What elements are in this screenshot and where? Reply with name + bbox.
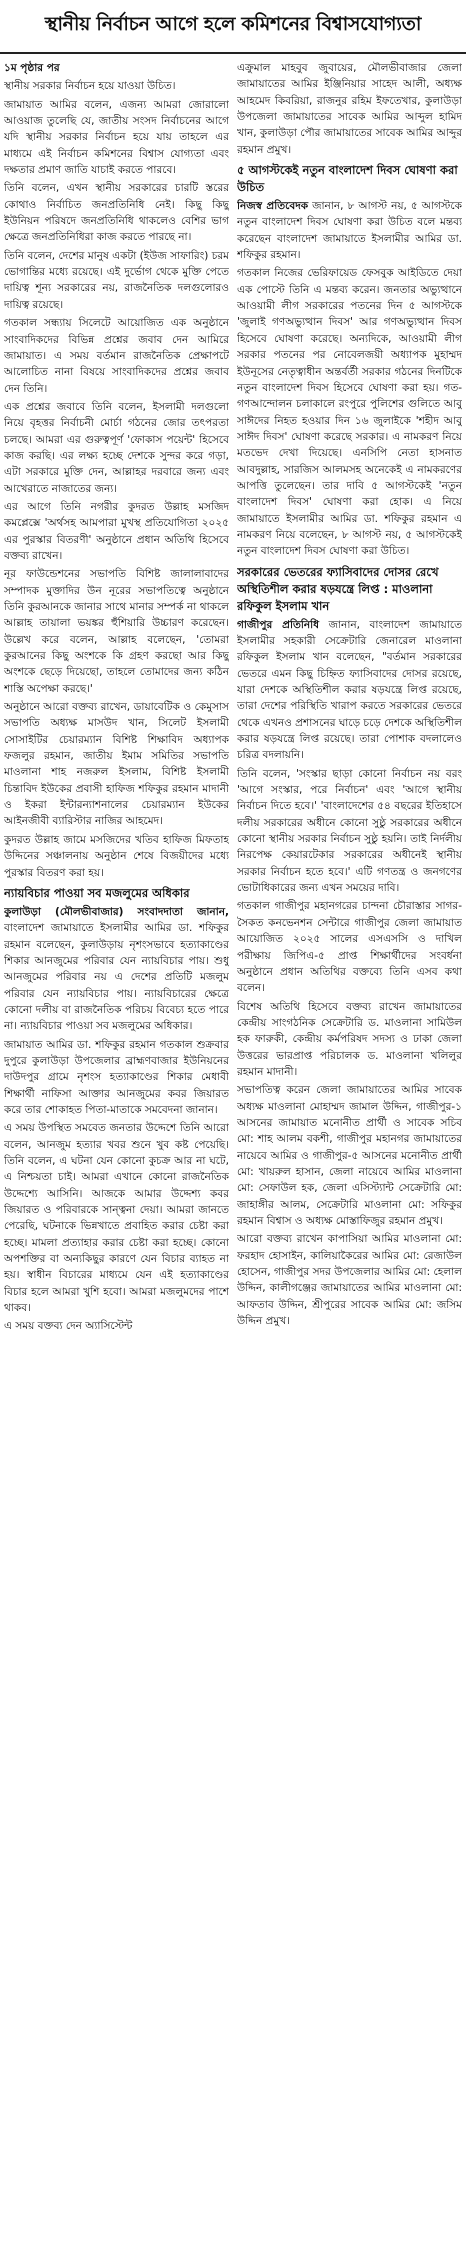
jump-label: ১ম পৃষ্ঠার পর <box>4 62 60 74</box>
article-paragraph: এ সময় উপস্থিত সমবেত জনতার উদ্দেশে তিনি আরো বলেন, আনজুম হত্যার খবর শুনে খুব কষ্ট পেয়েছি। তিনি বলেন, এ ঘটনা যেন কোনো কুচক্র আর না ঘটে, এ নিশ্চয়তা চাই। আমরা এখানে কোনো রাজনৈতিক উদ্দেশ্যে আসিনি। আজকে আমার উদ্দেশ্য কবর জিয়ারত ও পরিবারকে সান্ত্বনা দেয়া। আমরা জানতে পেরেছি, ঘটনাকে ভিন্নখাতে প্রবাহিত করার চেষ্টা করা হচ্ছে। মামলা প্রত্যাহার করার চেষ্টা করা হচ্ছে। কোনো অপশক্তির বা অন্যকিছুর কারণে যেন বিচার ব্যাহত না হয়। স্বাধীন বিচারের মাধ্যমে যেন এই হত্যাকাণ্ডের বিচার হলে আমরা খুশি হবো। আমরা মজলুমদের পাশে থাকব। <box>4 1122 229 1315</box>
dateline: কুলাউড়া (মৌলভীবাজার) সংবাদদাতা জানান, <box>4 905 229 918</box>
article-paragraph: তিনি বলেন, এখন স্থানীয় সরকারের চারটি স্তরের কোথাও নির্বাচিত জনপ্রতিনিধি নেই। কিছু কিছু ইউনিয়ন পরিষদে জনপ্রতিনিধি থাকলেও বেশির ভাগ ক্ষেত্রে জনপ্রতিনিধিরা কাজ করতে পারছে না। <box>4 182 229 244</box>
article-paragraph: এক্রুমাল মাহবুব জুবায়ের, মৌলভীবাজার জেলা জামায়াতের আমির ইঞ্জিনিয়ার সাহেদ আলী, অধ্যক্ষ আহমেদ কিবরিয়া, রাজনুর রহিম ইফতেখার, কুলাউড়া উপজেলা জামায়াতের সাবেক আমির আব্দুল হামিদ খান, কুলাউড়া পৌর জামায়াতের সাবেক আমির আব্দুর রহমান প্রমুখ। <box>237 62 462 156</box>
article-paragraph: কুলাউড়া (মৌলভীবাজার) সংবাদদাতা জানান, বাংলাদেশ জামায়াতে ইসলামীর আমির ডা. শফিকুর রহমান বলেছেন, কুলাউড়ায় নৃশংসভাবে হত্যাকাণ্ডের শিকার আনজুমের পরিবার যেন ন্যায়বিচার পায়। শুধু আনজুমের পরিবার নয় এ দেশের প্রতিটি মজলুম পরিবার যেন ন্যায়বিচার পায়। ন্যায়বিচারের ক্ষেত্রে কোনো দলীয় বা রাজনৈতিক পরিচয় বিবেচ্য হতে পারে না। ন্যায়বিচার পাওয়া সব মজলুমের অধিকার। <box>4 905 229 1033</box>
article-paragraph: জামায়াত আমির ডা. শফিকুর রহমান গতকাল শুক্রবার দুপুরে কুলাউড়া উপজেলার ব্রাহ্মণবাজার ইউনিয়নের দাউদপুর গ্রামে নৃশংস হত্যাকাণ্ডের শিকার মেধাবী শিক্ষার্থী নাফিসা আক্তার আনজুমের কবর জিয়ারত করে তার শোকাহত পিতা-মাতাকে সমবেদনা জানান। <box>4 1038 229 1116</box>
article-paragraph: এ সময় বক্তব্য দেন অ্যাসিস্টেন্ট <box>4 1320 133 1333</box>
article-paragraph: এর আগে তিনি নগরীর কুদরত উল্লাহ মসজিদ কমপ্লেক্সে 'অর্থসহ আমপারা মুখস্থ প্রতিযোগিতা ২০২৫ এর পুরস্কার বিতরণী' অনুষ্ঠানে প্রধান অতিথি হিসেবে বক্তব্য রাখেন। <box>4 500 229 562</box>
article-paragraph: গাজীপুর প্রতিনিধি জানান, বাংলাদেশ জামায়াতে ইসলামীর সহকারী সেক্রেটারি জেনারেল মাওলানা রফিকুল ইসলাম খান বলেছেন, "বর্তমান সরকারের ভেতরে এমন কিছু চিহ্নিত ফ্যাসিবাদের দোসর রয়েছে, যারা দেশকে অস্থিতিশীল করার ষড়যন্ত্রে লিপ্ত রয়েছে, তারা দেশের পরিস্থিতি খারাপ করতে সরকারের ভেতরে থেকে এখনও প্রশাসনের ঘাড়ে চড়ে দেশকে অস্থিতিশীল করার ষড়যন্ত্রে লিপ্ত রয়েছে। তারা পোশাক বদলালেও চরিত্র বদলায়নি। <box>237 618 462 762</box>
section-heading: সরকারের ভেতরের ফ্যাসিবাদের দোসর রেখে অস্থিতিশীল করার ষড়যন্ত্রে লিপ্ত : মাওলানা রফিকুল ইসলাম খান <box>237 564 439 613</box>
article-paragraph: স্থানীয় সরকার নির্বাচন হয়ে যাওয়া উচিত। <box>4 80 176 93</box>
dateline: নিজস্ব প্রতিবেদক <box>237 200 309 213</box>
article-paragraph: এক প্রশ্নের জবাবে তিনি বলেন, ইসলামী দলগুলো নিয়ে বৃহত্তর নির্বাচনী মোর্চা গঠনের জোর তৎপরতা চলছে। আমরা এর গুরুত্বপূর্ণ 'ফোকাস পয়েন্ট' হিসেবে কাজ করছি। এর লক্ষ্য হচ্ছে দেশকে সুন্দর করে গড়া, এটা সরকারে মুক্তি দেন, আল্লাহর দরবারে জন্য এবং আখেরাতে নাজাতের জন্য। <box>4 400 229 495</box>
article-paragraph: কুদরত উল্লাহ জামে মসজিদের খতিব হাফিজ মিফতাহ উদ্দিনের সঞ্চালনায় অনুষ্ঠান শেষে বিজয়ীদের মধ্যে পুরস্কার বিতরণ করা হয়। <box>4 833 229 879</box>
article-paragraph: সভাপতিত্ব করেন জেলা জামায়াতের আমির সাবেক অধ্যক্ষ মাওলানা মোহাম্মদ জামাল উদ্দিন, গাজীপুর-১ আসনের জামায়াত মনোনীত প্রার্থী ও সাবেক সচিব মো: শাহ আলম বকশী, গাজীপুর মহানগর জামায়াতের নায়েবে আমির ও গাজীপুর-৫ আসনের মনোনীত প্রার্থী মো: খায়রুল হাসান, জেলা নায়েবে আমির মাওলানা মো: সেফাউল হক, জেলা এসিস্ট্যান্ট সেক্রেটারি মো: জাহাঙ্গীর আলম, সেক্রেটারি মাওলানা মো: সফিকুর রহমান বিশ্বাস ও অধ্যক্ষ মোস্তাফিজুর রহমান প্রমুখ। <box>237 1084 462 1227</box>
article-paragraph: গতকাল সন্ধ্যায় সিলেটে আয়োজিত এক অনুষ্ঠানে সাংবাদিকদের বিভিন্ন প্রশ্নের জবাব দেন আমিরে জামায়াত। এ সময় বর্তমান রাজনৈতিক প্রেক্ষাপটে আলোচিত নানা বিষয়ে সাংবাদিকদের প্রশ্নের জবাব দেন তিনি। <box>4 317 229 395</box>
article-paragraph: আরো বক্তব্য রাখেন কাপাসিয়া আমির মাওলানা মো: ফরহাদ হোসাইন, কালিয়াকৈরের আমির মো: রেজাউল হোসেন, গাজীপুর সদর উপজেলার আমির মো: হেলাল উদ্দিন, কালীগঞ্জের জামায়াতের আমির মাওলানা মো: আফতাব উদ্দিন, শ্রীপুরের সাবেক আমির মো: জসিম উদ্দিন প্রমুখ। <box>237 1233 462 1328</box>
dateline: গাজীপুর প্রতিনিধি <box>237 618 320 631</box>
section-heading: ন্যায়বিচার পাওয়া সব মজলুমের অধিকার <box>4 885 190 900</box>
section-heading: ৫ আগস্টকেই নতুন বাংলাদেশ দিবস ঘোষণা করা উচিত <box>237 163 458 195</box>
article-paragraph: নূর ফাউন্ডেশনের সভাপতি বিশিষ্ট জালালাবাদের সম্পাদক মুক্তাদির উন নূরের সভাপতিত্বে অনুষ্ঠানে তিনি কুরআনকে জানার সাথে মানার সম্পর্ক না থাকলে আল্লাহ তায়ালা ভয়ঙ্কর হুঁশিয়ারি উচ্চারণ করেছেন। উল্লেখ করে বলেন, আল্লাহ বলেছেন, 'তোমরা কুরআনের কিছু অংশকে কি গ্রহণ করছো আর কিছু অংশকে ছেড়ে দিয়েছো, তাহলে তোমাদের জন্য কঠিন শাস্তি অপেক্ষা করছে।' <box>4 568 229 695</box>
right-column <box>237 60 462 1337</box>
article-paragraph: বিশেষ অতিথি হিসেবে বক্তব্য রাখেন জামায়াতের কেন্দ্রীয় সাংগঠনিক সেক্রেটারি ড. মাওলানা সামিউল হক ফারুকী, কেন্দ্রীয় কর্মপরিষদ সদস্য ও ঢাকা জেলা উত্তরের ভারপ্রাপ্ত পরিচালক ড. মাওলানা খলিলুর রহমান মাদানী। <box>237 1000 462 1078</box>
article-paragraph: গতকাল নিজের ভেরিফায়েড ফেসবুক আইডিতে দেয়া এক পোস্টে তিনি এ মন্তব্য করেন। জনতার অভ্যুত্থানে আওয়ামী লীগ সরকারের পতনের দিন ৫ আগস্টকে 'জুলাই গণঅভ্যুত্থান দিবস' আর গণঅভ্যুত্থান দিবস হিসেবে ঘোষণা করেছে। অন্যদিকে, আওয়ামী লীগ সরকার পতনের পর নোবেলজয়ী অধ্যাপক মুহাম্মদ ইউনূসের নেতৃত্বাধীন অন্তর্বর্তী সরকার গঠনের দিনটিকে নতুন বাংলাদেশ দিবস হিসেবে ঘোষণা করা হয়। গত-গণআন্দোলন চলাকালে রংপুরে পুলিশের গুলিতে আবু সাঈদের নিহত হওয়ার দিন ১৬ জুলাইকে 'শহীদ আবু সাঈদ দিবস' ঘোষণা করেছে সরকার। এ নামকরণ নিয়ে মতভেদ দেখা দিয়েছে। এনসিপি নেতা হাসনাত আবদুল্লাহ, সারজিস আলমসহ অনেকেই এ নামকরণের আপত্তি তুলেছেন। তার দাবি ৫ আগস্টকেই 'নতুন বাংলাদেশ দিবস' ঘোষণা করা হোক। এ নিয়ে জামায়াতে ইসলামীর আমির ডা. শফিকুর রহমান এ নামকরণ নিয়ে বলেছেন, ৮ আগস্ট নয়, ৫ আগস্টকেই নতুন বাংলাদেশ দিবস ঘোষণা করা উচিত। <box>237 267 462 558</box>
left-column <box>4 60 229 1337</box>
article-paragraph: নিজস্ব প্রতিবেদক জানান, ৮ আগস্ট নয়, ৫ আগস্টকে নতুন বাংলাদেশ দিবস ঘোষণা করা উচিত বলে মন্তব্য করেছেন বাংলাদেশ জামায়াতে ইসলামীর আমির ডা. শফিকুর রহমান। <box>237 200 462 262</box>
article-paragraph: তিনি বলেন, 'সংস্কার ছাড়া কোনো নির্বাচন নয় বরং 'আগে সংস্কার, পরে নির্বাচন' এবং 'আগে স্থানীয় নির্বাচন দিতে হবে।' 'বাংলাদেশের ৫৪ বছরের ইতিহাসে দলীয় সরকারের অধীনে কোনো সুষ্ঠু সরকারের অধীনে কোনো স্থানীয় সরকার নির্বাচন সুষ্ঠু হয়নি। তাই নির্দলীয় নিরপেক্ষ কেয়ারটেকার সরকারের অধীনেই স্থানীয় সরকার নির্বাচন হতে হবে।' এটি গণতন্ত্র ও জনগণের ভোটাধিকারের জন্য এখন সময়ের দাবি। <box>237 767 462 895</box>
article-paragraph: অনুষ্ঠানে আরো বক্তব্য রাখেন, ডায়াবেটিক ও কেমুসাস সভাপতি অধ্যক্ষ মাসউদ খান, সিলেট ইসলামী সোসাইটির চেয়ারম্যান বিশিষ্ট শিক্ষাবিদ অধ্যাপক ফজলুর রহমান, জাতীয় ইমাম সমিতির সভাপতি মাওলানা শাহ নজরুল ইসলাম, বিশিষ্ট ইসলামী চিন্তাবিদ ইউকের প্রবাসী হাফিজ শফিকুর রহমান মাদানী ও ইকরা ইন্টারন্যাশনালের চেয়ারম্যান ইউকের আইনজীবী ব্যারিস্টার নাজির আহমেদ। <box>4 701 229 828</box>
article-paragraph: জামায়াত আমির বলেন, এজন্য আমরা জোরালো আওয়াজ তুলেছি যে, জাতীয় সংসদ নির্বাচনের আগে যদি স্থানীয় সরকার নির্বাচন হয়ে যায় তাহলে এর মাধ্যমে এই নির্বাচন কমিশনের বিশ্বাস যোগ্যতা এবং দক্ষতার প্রমাণ জাতি যাচাই করতে পারবে। <box>4 98 229 177</box>
article-paragraph: তিনি বলেন, দেশের মানুষ একটা (ইউজ সাফারিং) চরম ভোগান্তির মধ্যে রয়েছে। এই দুর্ভোগ থেকে মুক্তি পেতে দায়িত্ব শূন্য সরকারের নয়, রাজনৈতিক দলগুলোরও দায়িত্ব রয়েছে। <box>4 249 229 311</box>
article-paragraph: গতকাল গাজীপুর মহানগরের চান্দনা চৌরাস্তার সাগর-সৈকত কনভেনশন সেন্টারে গাজীপুর জেলা জামায়াত আয়োজিত ২০২৫ সালের এসএসসি ও দাখিল পরীক্ষায় জিপিএ-৫ প্রাপ্ত শিক্ষার্থীদের সংবর্ধনা অনুষ্ঠানে প্রধান অতিথির বক্তব্যে তিনি এসব কথা বলেন। <box>237 900 462 995</box>
page-headline: স্থানীয় নির্বাচন আগে হলে কমিশনের বিশ্বাসযোগ্যতা <box>0 0 466 54</box>
